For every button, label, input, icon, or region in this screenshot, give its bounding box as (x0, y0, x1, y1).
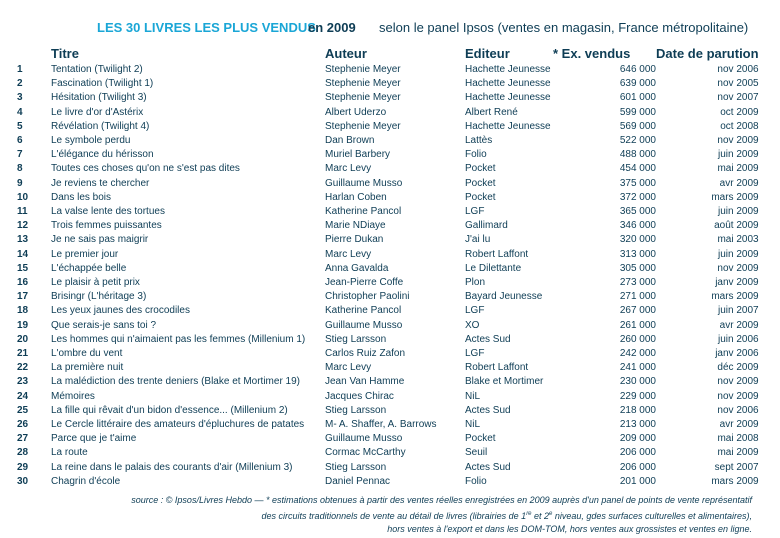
row-date: mai 2003 (717, 234, 759, 246)
row-date: juin 2007 (717, 305, 759, 317)
row-sales: 271 000 (619, 291, 656, 303)
row-author: Pierre Dukan (325, 234, 384, 246)
row-date: janv 2009 (715, 277, 759, 289)
row-sales: 320 000 (619, 234, 656, 246)
row-rank: 13 (17, 234, 29, 246)
row-publisher: Le Dilettante (465, 262, 522, 274)
table-row (17, 106, 759, 120)
row-sales: 260 000 (619, 333, 656, 345)
table-row (17, 191, 759, 205)
row-publisher: NiL (465, 419, 481, 431)
row-date: nov 2005 (717, 78, 759, 90)
row-author: Albert Uderzo (325, 106, 387, 118)
row-title: La première nuit (51, 362, 124, 374)
row-title: L'ombre du vent (51, 348, 123, 360)
row-rank: 6 (17, 135, 23, 147)
row-author: Stieg Larsson (325, 461, 387, 473)
row-date: mars 2009 (711, 191, 759, 203)
table-row (17, 361, 759, 375)
row-publisher: Folio (465, 149, 487, 161)
row-date: nov 2009 (717, 135, 759, 147)
table-row (17, 205, 759, 219)
row-publisher: Hachette Jeunesse (465, 120, 551, 132)
page-title: LES 30 LIVRES LES PLUS VENDUS (97, 20, 316, 35)
row-sales: 201 000 (619, 475, 656, 487)
row-title: Le premier jour (51, 248, 119, 260)
row-author: Stephenie Meyer (325, 92, 401, 104)
row-publisher: Pocket (465, 177, 496, 189)
row-rank: 26 (17, 419, 29, 431)
column-header-publisher: Editeur (465, 45, 510, 61)
row-publisher: Hachette Jeunesse (465, 78, 551, 90)
row-sales: 261 000 (619, 319, 656, 331)
row-rank: 24 (17, 390, 29, 402)
table-row (17, 446, 759, 460)
table-row (17, 390, 759, 404)
row-date: nov 2009 (717, 390, 759, 402)
row-title: Tentation (Twilight 2) (51, 64, 143, 75)
row-title: Fascination (Twilight 1) (51, 78, 154, 90)
table-body (17, 63, 759, 489)
row-date: juin 2006 (717, 333, 759, 345)
row-rank: 17 (17, 291, 29, 303)
row-title: Trois femmes puissantes (51, 220, 162, 232)
table-row (17, 91, 759, 105)
page-subtitle: selon le panel Ipsos (ventes en magasin, France métropolitaine) (379, 20, 749, 35)
row-rank: 16 (17, 277, 29, 289)
column-header-sales: * Ex. vendus (553, 45, 631, 61)
row-sales: 454 000 (619, 163, 656, 175)
row-title: Le livre d'or d'Astérix (51, 106, 144, 118)
row-author: Guillaume Musso (325, 319, 403, 331)
table-row (17, 162, 759, 176)
row-rank: 5 (17, 120, 23, 132)
row-author: Carlos Ruiz Zafon (325, 348, 406, 360)
row-publisher: Actes Sud (465, 461, 511, 473)
row-title: Le symbole perdu (51, 135, 131, 147)
row-publisher: Blake et Mortimer (465, 376, 544, 388)
row-sales: 267 000 (619, 305, 656, 317)
row-author: Stephenie Meyer (325, 120, 401, 132)
row-rank: 29 (17, 461, 29, 473)
row-sales: 305 000 (619, 262, 656, 274)
row-date: nov 2009 (717, 262, 759, 274)
table-row (17, 475, 759, 489)
row-date: août 2009 (714, 220, 759, 232)
row-title: La route (51, 447, 88, 459)
row-title: Je reviens te chercher (51, 177, 150, 189)
row-publisher: Folio (465, 475, 487, 487)
table-row (17, 233, 759, 247)
row-date: avr 2009 (719, 177, 759, 189)
table-row (17, 347, 759, 361)
table-row (17, 461, 759, 475)
row-author: Jean-Pierre Coffe (325, 277, 404, 289)
row-date: mai 2009 (717, 447, 759, 459)
row-title: Les hommes qui n'aimaient pas les femmes (Millenium 1) (51, 333, 306, 345)
row-rank: 8 (17, 163, 23, 175)
row-date: mars 2009 (711, 291, 759, 303)
row-publisher: Albert René (465, 106, 518, 118)
table-row (17, 177, 759, 191)
row-rank: 27 (17, 433, 29, 445)
row-title: La fille qui rêvait d'un bidon d'essence... (Millenium 2) (51, 404, 288, 416)
row-sales: 639 000 (619, 78, 656, 90)
row-sales: 313 000 (619, 248, 656, 260)
row-sales: 241 000 (619, 362, 656, 374)
row-sales: 488 000 (619, 149, 656, 161)
row-author: Harlan Coben (325, 191, 387, 203)
row-sales: 229 000 (619, 390, 656, 402)
row-author: Jean Van Hamme (325, 376, 405, 388)
row-title: Hésitation (Twilight 3) (51, 92, 147, 104)
row-sales: 599 000 (619, 106, 656, 118)
footnote-line-2b: et 2 (531, 510, 550, 521)
row-author: Stieg Larsson (325, 333, 387, 345)
row-publisher: Robert Laffont (465, 362, 529, 374)
row-rank: 10 (17, 191, 29, 203)
row-sales: 522 000 (619, 135, 656, 147)
row-date: juin 2009 (717, 248, 759, 260)
row-publisher: J'ai lu (465, 234, 491, 246)
row-date: mars 2009 (711, 475, 759, 487)
row-rank: 22 (17, 362, 29, 374)
table-row (17, 319, 759, 333)
row-date: mai 2008 (717, 433, 759, 445)
row-publisher: Pocket (465, 191, 496, 203)
row-author: Stephenie Meyer (325, 78, 401, 90)
row-rank: 3 (17, 92, 23, 104)
row-title: L'élégance du hérisson (51, 149, 154, 161)
row-date: avr 2009 (719, 419, 759, 431)
row-author: Anna Gavalda (325, 262, 389, 274)
table-row (17, 219, 759, 233)
row-rank: 14 (17, 248, 29, 260)
row-author: Guillaume Musso (325, 177, 403, 189)
footnote (12, 494, 752, 537)
row-date: avr 2009 (719, 319, 759, 331)
row-date: mai 2009 (717, 163, 759, 175)
row-author: M- A. Shaffer, A. Barrows (325, 419, 437, 431)
row-author: Dan Brown (325, 135, 375, 147)
footnote-line-1: source : © Ipsos/Livres Hebdo — * estimations obtenues à partir des ventes réelles enregistrées en 2009 auprès d'un panel de points de vente représentatif (131, 495, 752, 505)
row-title: La reine dans le palais des courants d'air (Millenium 3) (51, 461, 293, 473)
row-publisher: LGF (465, 305, 485, 317)
table-row (17, 432, 759, 446)
table-row (17, 404, 759, 418)
row-author: Stephenie Meyer (325, 64, 401, 75)
row-date: oct 2008 (720, 120, 759, 132)
row-author: Marc Levy (325, 362, 372, 374)
row-publisher: Hachette Jeunesse (465, 64, 551, 75)
row-sales: 230 000 (619, 376, 656, 388)
row-date: juin 2009 (717, 149, 759, 161)
row-publisher: XO (465, 319, 480, 331)
row-sales: 569 000 (619, 120, 656, 132)
row-sales: 242 000 (619, 348, 656, 360)
row-rank: 7 (17, 149, 23, 161)
row-date: nov 2006 (717, 404, 759, 416)
row-sales: 375 000 (619, 177, 656, 189)
table-row (17, 148, 759, 162)
row-sales: 365 000 (619, 206, 656, 218)
column-header-author: Auteur (325, 45, 367, 61)
row-publisher: Actes Sud (465, 333, 511, 345)
row-author: Marie NDiaye (325, 220, 386, 232)
row-date: nov 2007 (717, 92, 759, 104)
row-title: Dans les bois (51, 191, 112, 203)
row-title: Je ne sais pas maigrir (51, 234, 149, 246)
row-date: déc 2009 (717, 362, 759, 374)
row-publisher: Plon (465, 277, 486, 289)
footnote-line-2a: des circuits traditionnels de vente au détail de livres (librairies de 1 (261, 510, 527, 521)
row-title: Toutes ces choses qu'on ne s'est pas dites (51, 163, 240, 175)
row-author: Guillaume Musso (325, 433, 403, 445)
row-sales: 601 000 (619, 92, 656, 104)
row-publisher: Hachette Jeunesse (465, 92, 551, 104)
row-sales: 218 000 (619, 404, 656, 416)
row-title: Que serais-je sans toi ? (51, 319, 157, 331)
row-author: Jacques Chirac (325, 390, 394, 402)
row-rank: 20 (17, 333, 29, 345)
row-sales: 206 000 (619, 461, 656, 473)
table-row (17, 276, 759, 290)
table-row (17, 333, 759, 347)
row-author: Marc Levy (325, 163, 372, 175)
page-title-year: en 2009 (308, 20, 356, 35)
row-rank: 19 (17, 319, 29, 331)
row-publisher: NiL (465, 390, 481, 402)
row-publisher: LGF (465, 206, 485, 218)
row-sales: 273 000 (619, 277, 656, 289)
row-author: Christopher Paolini (325, 291, 410, 303)
row-date: nov 2006 (717, 64, 759, 75)
table-row (17, 375, 759, 389)
row-date: sept 2007 (714, 461, 759, 473)
row-sales: 206 000 (619, 447, 656, 459)
row-author: Cormac McCarthy (325, 447, 406, 459)
row-title: La malédiction des trente deniers (Blake et Mortimer 19) (51, 376, 301, 388)
row-rank: 28 (17, 447, 29, 459)
row-title: Mémoires (51, 390, 95, 402)
row-publisher: LGF (465, 348, 485, 360)
row-rank: 9 (17, 177, 23, 189)
column-header-title: Titre (51, 45, 79, 61)
row-publisher: Lattès (465, 135, 493, 147)
row-date: janv 2006 (715, 348, 759, 360)
row-rank: 18 (17, 305, 29, 317)
row-title: Brisingr (L'héritage 3) (51, 291, 147, 303)
row-author: Stieg Larsson (325, 404, 387, 416)
footnote-sup-1: re (526, 510, 532, 517)
row-rank: 1 (17, 64, 23, 75)
row-rank: 21 (17, 348, 29, 360)
row-rank: 23 (17, 376, 29, 388)
row-rank: 2 (17, 78, 23, 90)
table-row (17, 418, 759, 432)
row-date: nov 2009 (717, 376, 759, 388)
table-row (17, 120, 759, 134)
row-publisher: Gallimard (465, 220, 508, 232)
row-title: L'échappée belle (51, 262, 127, 274)
footnote-sup-2: e (549, 510, 553, 517)
table-row (17, 304, 759, 318)
row-author: Marc Levy (325, 248, 372, 260)
row-publisher: Robert Laffont (465, 248, 529, 260)
row-author: Muriel Barbery (325, 149, 391, 161)
table-header-row (17, 43, 759, 63)
row-rank: 11 (17, 206, 28, 218)
table-row (17, 290, 759, 304)
footnote-line-3: hors ventes à l'export et dans les DOM-TOM, hors ventes aux grossistes et ventes en ligne. (387, 524, 752, 534)
row-sales: 213 000 (619, 419, 656, 431)
row-date: oct 2009 (720, 106, 759, 118)
row-publisher: Bayard Jeunesse (465, 291, 543, 303)
table-row (17, 77, 759, 91)
row-title: Le plaisir à petit prix (51, 277, 140, 289)
row-sales: 346 000 (619, 220, 656, 232)
row-sales: 646 000 (619, 64, 656, 75)
row-publisher: Actes Sud (465, 404, 511, 416)
table-row (17, 134, 759, 148)
column-header-date: Date de parution (656, 45, 759, 61)
row-publisher: Pocket (465, 163, 496, 175)
row-publisher: Pocket (465, 433, 496, 445)
row-title: Chagrin d'école (51, 475, 121, 487)
row-author: Katherine Pancol (325, 305, 402, 317)
row-author: Daniel Pennac (325, 475, 391, 487)
row-rank: 30 (17, 475, 29, 487)
row-title: La valse lente des tortues (51, 206, 165, 218)
row-title: Le Cercle littéraire des amateurs d'épluchures de patates (51, 419, 305, 431)
column-header-rank (17, 43, 51, 63)
row-rank: 4 (17, 106, 23, 118)
footnote-line-2 (12, 508, 752, 524)
row-date: juin 2009 (717, 206, 759, 218)
row-title: Les yeux jaunes des crocodiles (51, 305, 190, 317)
table-row (17, 63, 759, 77)
table-row (17, 248, 759, 262)
bestseller-table (17, 43, 759, 489)
row-title: Révélation (Twilight 4) (51, 120, 150, 132)
footnote-line-2c: niveau, gdes surfaces culturelles et alimentaires), (552, 510, 752, 521)
row-sales: 209 000 (619, 433, 656, 445)
row-author: Katherine Pancol (325, 206, 402, 218)
row-rank: 25 (17, 404, 29, 416)
row-title: Parce que je t'aime (51, 433, 137, 445)
row-rank: 12 (17, 220, 29, 232)
row-publisher: Seuil (465, 447, 488, 459)
row-sales: 372 000 (619, 191, 656, 203)
table-row (17, 262, 759, 276)
row-rank: 15 (17, 262, 29, 274)
